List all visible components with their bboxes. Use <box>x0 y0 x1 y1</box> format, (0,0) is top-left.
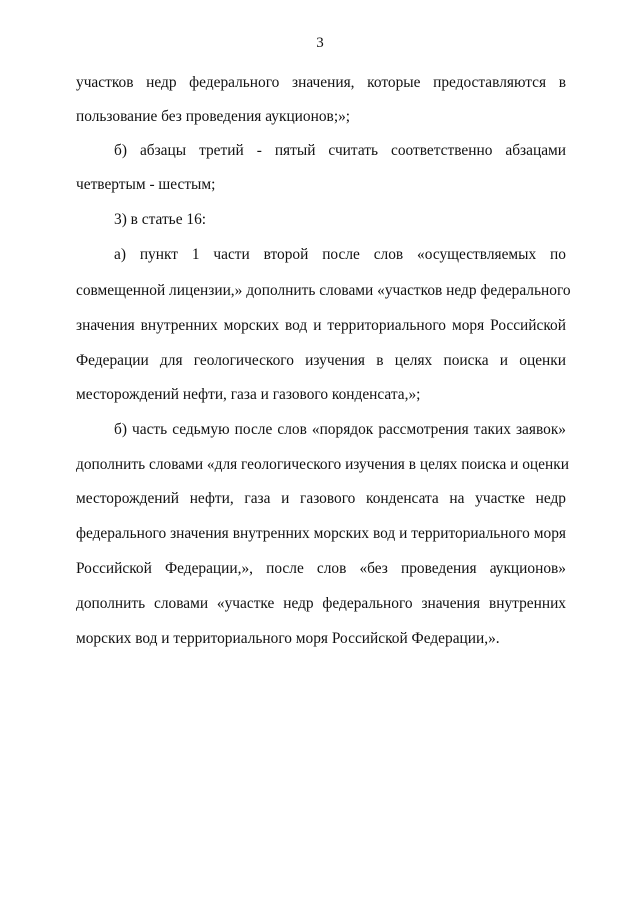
text-line: совмещенной лицензии,» дополнить словами «участков недр федерального <box>76 282 571 299</box>
text-line: морских вод и территориального моря Российской Федерации,». <box>76 630 500 647</box>
text-line: месторождений нефти, газа и газового конденсата,»; <box>76 386 421 403</box>
text-line: дополнить словами «для геологического изучения в целях поиска и оценки <box>76 456 569 473</box>
text-line: б) абзацы третий - пятый считать соответственно абзацами <box>114 142 566 159</box>
text-line: дополнить словами «участке недр федерального значения внутренних <box>76 595 566 612</box>
page-number: 3 <box>316 35 324 51</box>
text-line: федерального значения внутренних морских вод и территориального моря <box>76 525 566 542</box>
text-line: 3) в статье 16: <box>114 211 207 228</box>
text-line: значения внутренних морских вод и территориального моря Российской <box>76 317 566 334</box>
text-line: Российской Федерации,», после слов «без проведения аукционов» <box>76 560 566 577</box>
text-line: четвертым - шестым; <box>76 176 216 193</box>
text-line: пользование без проведения аукционов;»; <box>76 108 351 125</box>
text-line: Федерации для геологического изучения в целях поиска и оценки <box>76 352 566 369</box>
text-line: участков недр федерального значения, которые предоставляются в <box>76 74 566 91</box>
text-line: б) часть седьмую после слов «порядок рассмотрения таких заявок» <box>114 421 566 438</box>
text-line: а) пункт 1 части второй после слов «осуществляемых по <box>114 246 566 263</box>
text-line: месторождений нефти, газа и газового конденсата на участке недр <box>76 490 566 507</box>
